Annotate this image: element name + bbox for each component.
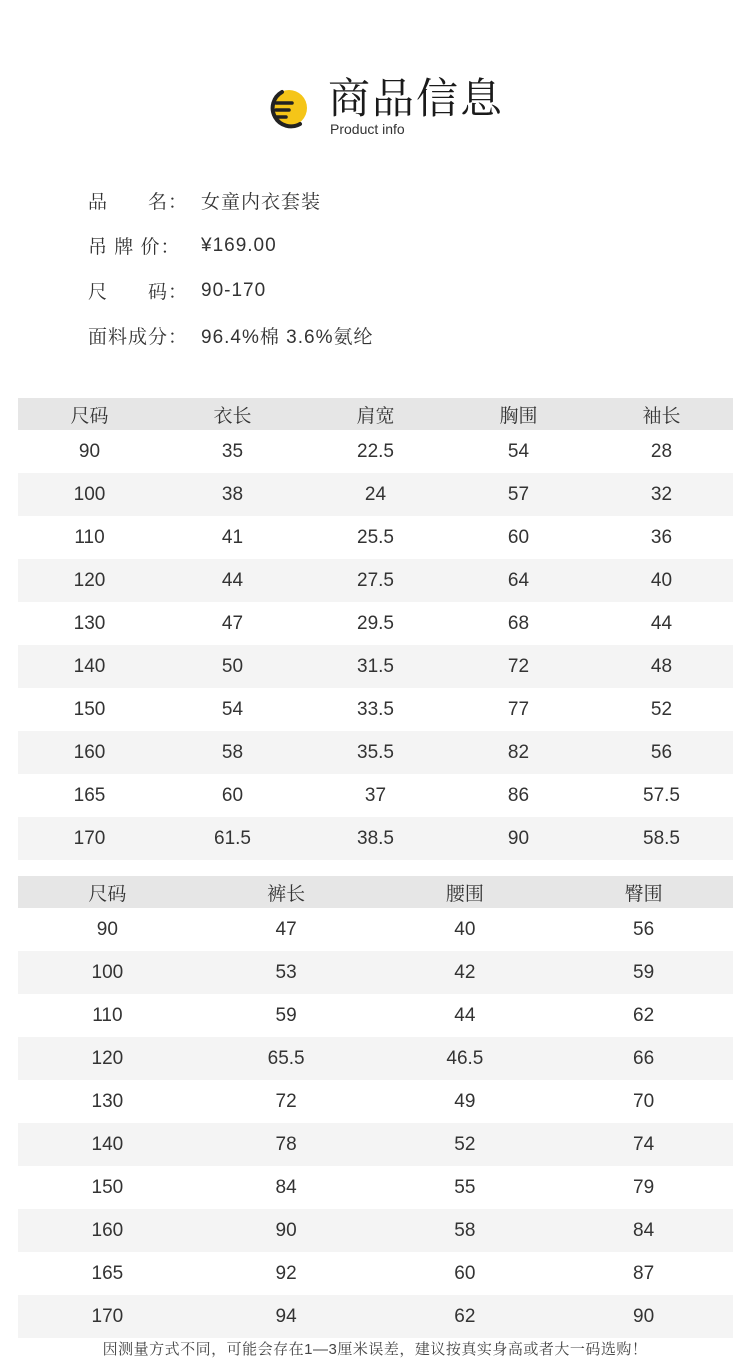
table-cell: 120 [91, 1047, 124, 1069]
table-cell: 42 [454, 961, 476, 983]
table-cell: 140 [91, 1133, 124, 1155]
table-cell: 48 [650, 655, 673, 677]
bottom-size-table [18, 876, 733, 1338]
info-label: 尺 码： [88, 282, 189, 303]
table-header-cell: 胸围 [499, 405, 538, 427]
info-label: 品 名： [88, 192, 189, 213]
table-row [18, 908, 733, 951]
table-header-cell: 尺码 [70, 405, 109, 427]
table-cell: 38.5 [357, 827, 394, 849]
table-cell: 74 [633, 1133, 655, 1155]
table-row [18, 688, 733, 731]
table-header-cell: 臀围 [624, 883, 663, 905]
table-cell: 41 [221, 526, 244, 548]
table-cell: 44 [454, 1004, 476, 1026]
table-row [18, 817, 733, 860]
table-header-cell: 衣长 [213, 405, 252, 427]
table-cell: 72 [507, 655, 530, 677]
info-value: 96.4%棉 3.6%氨纶 [201, 327, 374, 348]
table-cell: 77 [507, 698, 530, 720]
table-cell: 170 [73, 827, 106, 849]
table-cell: 130 [73, 612, 106, 634]
table-cell: 84 [633, 1219, 655, 1241]
table-cell: 59 [275, 1004, 297, 1026]
table-cell: 40 [650, 569, 673, 591]
table-row [18, 559, 733, 602]
table-cell: 40 [454, 918, 476, 940]
table-cell: 28 [650, 440, 673, 462]
table-row [18, 1123, 733, 1166]
table-cell: 59 [633, 961, 655, 983]
table-cell: 57.5 [643, 784, 680, 806]
table-cell: 84 [275, 1176, 297, 1198]
table-cell: 46.5 [446, 1047, 484, 1069]
info-value: 女童内衣套装 [201, 192, 322, 213]
product-info-list [88, 178, 688, 358]
table-cell: 29.5 [357, 612, 394, 634]
page-title: 商品信息 [328, 75, 505, 122]
table-cell: 35 [221, 440, 244, 462]
table-row [18, 602, 733, 645]
table-cell: 36 [650, 526, 673, 548]
table-cell: 100 [91, 961, 124, 983]
table-cell: 90 [78, 440, 101, 462]
table-cell: 150 [91, 1176, 124, 1198]
table-header-cell: 裤长 [267, 883, 306, 905]
table-cell: 110 [92, 1004, 123, 1026]
table-cell: 66 [633, 1047, 655, 1069]
table-cell: 82 [507, 741, 530, 763]
table-cell: 54 [221, 698, 244, 720]
table-cell: 70 [633, 1090, 655, 1112]
table-cell: 22.5 [357, 440, 394, 462]
size-note: 因测量方式不同，可能会存在1—3厘米误差，建议按真实身高或者大一码选购！ [102, 1341, 648, 1358]
table-cell: 37 [364, 784, 387, 806]
page-subtitle: Product info [330, 121, 405, 137]
table-cell: 61.5 [214, 827, 251, 849]
table-cell: 110 [74, 526, 105, 548]
table-cell: 47 [275, 918, 297, 940]
table-cell: 62 [454, 1305, 476, 1327]
table-cell: 58 [454, 1219, 476, 1241]
table-row [18, 1295, 733, 1338]
table-cell: 64 [507, 569, 530, 591]
table-cell: 90 [507, 827, 530, 849]
table-cell: 165 [91, 1262, 124, 1284]
table-row [18, 1209, 733, 1252]
table-row [18, 1252, 733, 1295]
table-cell: 100 [73, 483, 106, 505]
table-cell: 72 [275, 1090, 297, 1112]
info-row-price [88, 223, 688, 268]
table-cell: 44 [650, 612, 673, 634]
table-cell: 90 [633, 1305, 655, 1327]
table-cell: 86 [507, 784, 530, 806]
info-value: ¥169.00 [201, 234, 277, 256]
table-cell: 78 [275, 1133, 297, 1155]
table-cell: 130 [91, 1090, 124, 1112]
table-cell: 57 [507, 483, 530, 505]
table-header-cell: 腰围 [445, 883, 484, 905]
table-cell: 79 [633, 1176, 655, 1198]
table-cell: 58 [221, 741, 244, 763]
info-label: 面料成分： [88, 327, 189, 348]
table-row [18, 774, 733, 817]
table-cell: 150 [73, 698, 106, 720]
table-header-row [18, 876, 733, 908]
table-cell: 54 [507, 440, 530, 462]
table-cell: 49 [454, 1090, 476, 1112]
table-cell: 52 [650, 698, 673, 720]
info-row-fabric [88, 313, 688, 358]
table-row [18, 1080, 733, 1123]
table-cell: 160 [73, 741, 106, 763]
table-cell: 120 [73, 569, 106, 591]
table-cell: 90 [275, 1219, 297, 1241]
table-row [18, 516, 733, 559]
table-row [18, 1037, 733, 1080]
table-cell: 170 [91, 1305, 124, 1327]
table-cell: 68 [507, 612, 530, 634]
table-cell: 62 [633, 1004, 655, 1026]
table-cell: 60 [507, 526, 530, 548]
table-cell: 65.5 [267, 1047, 305, 1069]
table-cell: 90 [96, 918, 118, 940]
table-row [18, 473, 733, 516]
table-cell: 31.5 [357, 655, 394, 677]
table-cell: 27.5 [357, 569, 394, 591]
table-header-cell: 尺码 [88, 883, 127, 905]
table-header-cell: 袖长 [642, 405, 681, 427]
menu-circle-icon [262, 84, 312, 134]
info-label: 吊 牌 价： [88, 237, 181, 258]
table-cell: 58.5 [643, 827, 680, 849]
table-cell: 160 [91, 1219, 124, 1241]
table-cell: 92 [275, 1262, 297, 1284]
table-cell: 56 [650, 741, 673, 763]
table-row [18, 1166, 733, 1209]
table-cell: 25.5 [357, 526, 394, 548]
table-cell: 56 [633, 918, 655, 940]
table-cell: 165 [73, 784, 106, 806]
table-cell: 44 [221, 569, 244, 591]
table-cell: 32 [650, 483, 673, 505]
table-cell: 52 [454, 1133, 476, 1155]
table-row [18, 994, 733, 1037]
table-row [18, 430, 733, 473]
table-cell: 24 [364, 483, 387, 505]
table-header-cell: 肩宽 [356, 405, 395, 427]
table-row [18, 951, 733, 994]
info-row-name [88, 178, 688, 223]
top-size-table [18, 398, 733, 860]
table-cell: 60 [221, 784, 244, 806]
table-cell: 38 [221, 483, 244, 505]
table-cell: 55 [454, 1176, 476, 1198]
table-cell: 140 [73, 655, 106, 677]
table-cell: 47 [221, 612, 244, 634]
table-row [18, 645, 733, 688]
table-cell: 53 [275, 961, 297, 983]
section-header [0, 72, 750, 142]
info-row-size [88, 268, 688, 313]
table-row [18, 731, 733, 774]
table-cell: 87 [633, 1262, 655, 1284]
table-cell: 94 [275, 1305, 297, 1327]
table-cell: 60 [454, 1262, 476, 1284]
table-cell: 33.5 [357, 698, 394, 720]
table-cell: 35.5 [357, 741, 394, 763]
table-header-row [18, 398, 733, 430]
table-cell: 50 [221, 655, 244, 677]
info-value: 90-170 [201, 279, 267, 301]
